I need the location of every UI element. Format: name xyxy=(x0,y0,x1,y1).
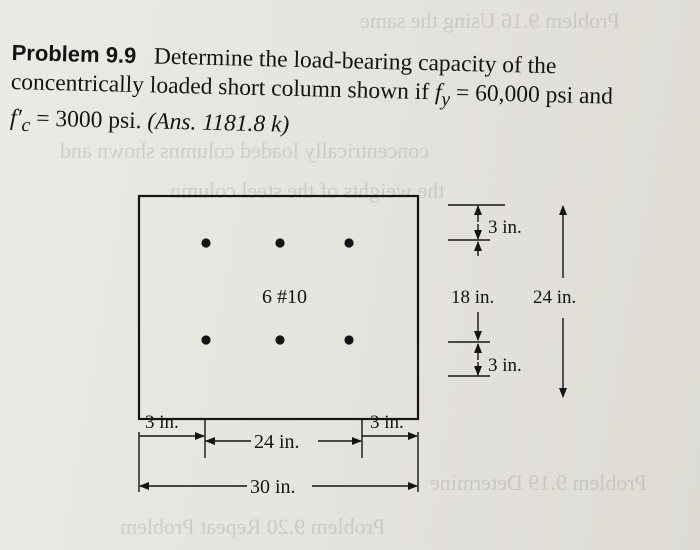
total-depth-label: 24 in. xyxy=(533,287,577,308)
problem-number: Problem 9.9 xyxy=(11,39,137,69)
problem-text-line-2: concentrically loaded short column shown if xyxy=(10,68,436,106)
problem-text-line-1: Determine the load-bearing capacity of the xyxy=(153,43,557,80)
rebar-dot xyxy=(201,335,210,344)
bleed-through-text: concentrically loaded columns shown and xyxy=(60,138,430,163)
fy-value: = 60,000 psi and xyxy=(449,79,614,110)
center-spacing-label: 18 in. xyxy=(451,287,495,308)
bleed-through-text: Problem 9.19 Determine xyxy=(430,470,647,495)
bleed-through-text: Problem 9.20 Repeat Problem xyxy=(120,514,386,539)
fc-symbol: f′ xyxy=(9,104,23,131)
left-cover-label: 3 in. xyxy=(145,412,179,433)
rebar-dot xyxy=(344,335,353,344)
total-width-label: 30 in. xyxy=(250,476,296,498)
inner-width-label: 24 in. xyxy=(254,431,300,453)
bleed-through-text: Problem 9.16 Using the same xyxy=(360,8,620,33)
bottom-cover-label: 3 in. xyxy=(488,355,522,376)
fy-subscript: y xyxy=(441,89,451,111)
fy-symbol: f xyxy=(434,79,442,106)
fc-value: = 3000 psi. xyxy=(30,105,148,135)
answer-text: (Ans. 1181.8 k) xyxy=(147,108,290,138)
bleed-through-text: the weights of the steel column xyxy=(170,178,445,203)
rebar-dot xyxy=(275,238,284,247)
fc-subscript: c xyxy=(21,114,31,136)
rebar-dot xyxy=(201,238,210,247)
rebar-dot xyxy=(275,335,284,344)
top-cover-label: 3 in. xyxy=(488,217,522,238)
right-cover-label: 3 in. xyxy=(370,412,404,433)
bar-size-label: 6 #10 xyxy=(262,286,307,308)
rebar-dot xyxy=(344,238,353,247)
